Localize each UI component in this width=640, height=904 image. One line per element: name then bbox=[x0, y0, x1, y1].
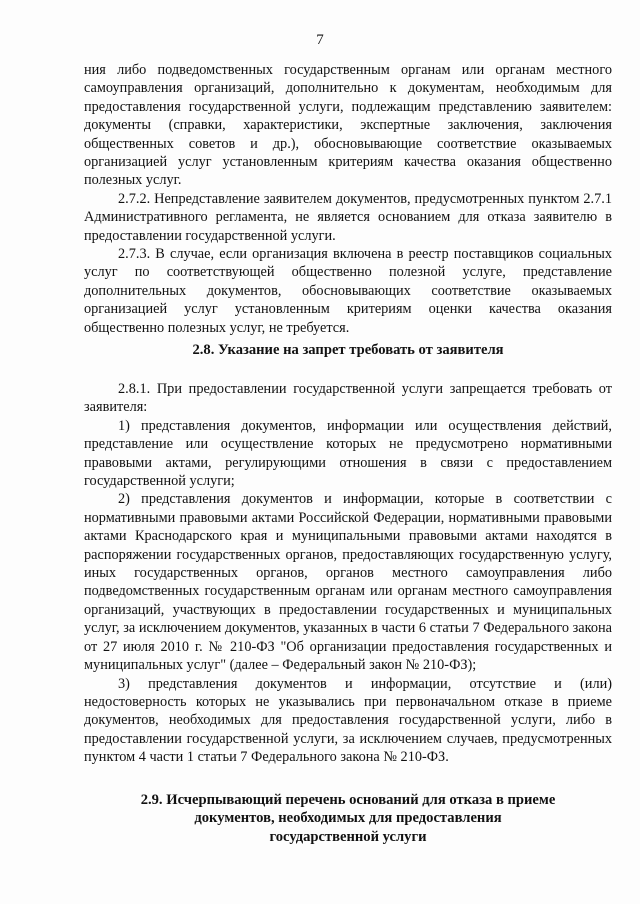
list-item-1: 1) представления документов, информации или осуществления действий, представление или осуществление которых не предусмотрено нормативными правовыми актами, регулирующими отношения в связи с предоставлением государственной услуги; bbox=[84, 417, 612, 490]
section-heading-2-8: 2.8. Указание на запрет требовать от заявителя bbox=[192, 342, 504, 358]
heading-line-3: государственной услуги bbox=[269, 828, 427, 845]
list-item-3: 3) представления документов и информации, отсутствие и (или) недостоверность которых не указывались при первоначальном отказе в приеме документов, необходимых для предоставления государственной услуги, либо в предоставлении государственной услуги, за исключением случаев, предусмотренных пунктом 4 части 1 статьи 7 Федерального закона № 210-ФЗ. bbox=[84, 675, 612, 766]
heading-line-1: 2.9. Исчерпывающий перечень оснований для отказа в приеме bbox=[140, 792, 556, 808]
page-number: 7 bbox=[316, 32, 324, 48]
heading-line-2: документов, необходимых для предоставления bbox=[194, 810, 502, 827]
section-heading-2-9 bbox=[84, 791, 612, 846]
section-2-8-body bbox=[84, 380, 612, 767]
paragraph: ния либо подведомственных государственным органам или органам местного самоуправления организаций, дополнительно к документам, необходимым для предоставления государственной услуги, подлежащим представлению заявителем: документы (справки, характеристики, экспертные заключения, заключения общественных советов и др.), обосновывающие соответствие оказываемых организацией услуг установленным критериям качества оказания общественно полезных услуг. bbox=[84, 62, 612, 189]
paragraph-2-8-1: 2.8.1. При предоставлении государственной услуги запрещается требовать от заявителя: bbox=[84, 381, 612, 416]
section-2-7-continuation bbox=[84, 61, 612, 337]
list-item-2: 2) представления документов и информации, которые в соответствии с нормативными правовыми актами Российской Федерации, нормативными правовыми актами Краснодарского края и муниципальными правовыми актами находятся в распоряжении государственных органов, предоставляющих государственную услугу, иных государственных органов, органов местного самоуправления либо подведомственных государственным органам или органам местного самоуправления организаций, участвующих в предоставлении государственных и муниципальных услуг, за исключением документов, указанных в части 6 статьи 7 Федерального закона от 27 июля 2010 г. № 210-ФЗ "Об организации предоставления государственных и муниципальных услуг" (далее – Федеральный закон № 210-ФЗ); bbox=[84, 491, 612, 674]
paragraph-2-7-2: 2.7.2. Непредставление заявителем документов, предусмотренных пунктом 2.7.1 Административного регламента, не является основанием для отказа заявителю в предоставлении государственной услуги. bbox=[84, 190, 612, 244]
paragraph-2-7-3: 2.7.3. В случае, если организация включена в реестр поставщиков социальных услуг по соответствующей общественно полезной услуге, представление дополнительных документов, обосновывающих соответствие оказываемых организацией услуг установленным критериям оценки качества оказания общественно полезных услуг, не требуется. bbox=[84, 246, 612, 336]
